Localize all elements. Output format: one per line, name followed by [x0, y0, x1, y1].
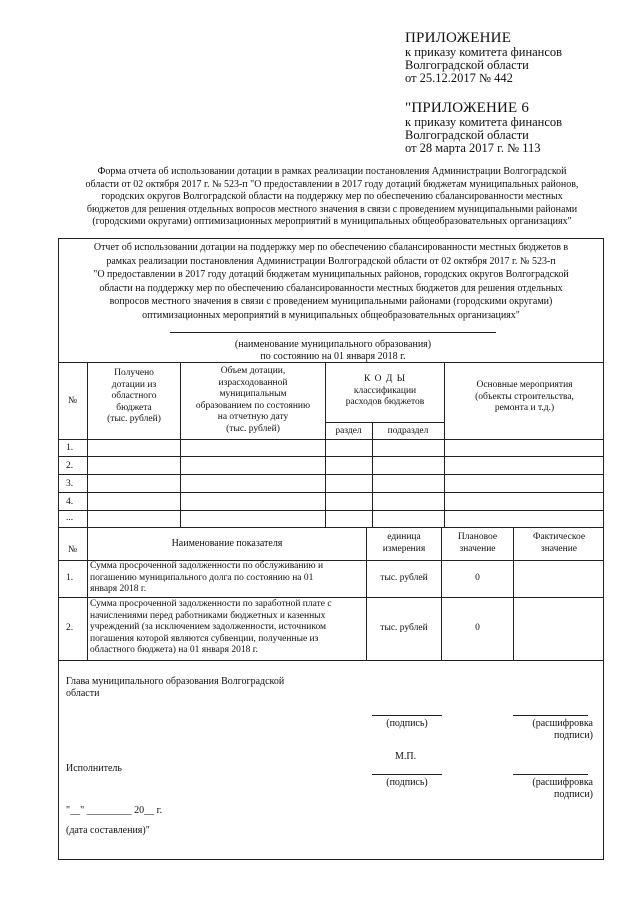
table2-header-unit — [367, 532, 441, 555]
header-text: классификации — [353, 385, 417, 396]
date-caption: (дата составления)" — [66, 825, 150, 836]
table1-row-num: 2. — [66, 461, 74, 471]
table2-row-plan: 0 — [475, 573, 480, 583]
report-line: оптимизационных мероприятий в муниципальных общеобразовательных организациях" — [142, 309, 520, 321]
municipality-caption: (наименование муниципального образования) — [234, 339, 432, 350]
table1-header-spent — [181, 366, 325, 435]
table2-header-indicator: Наименование показателя — [171, 538, 283, 549]
table1-header-events — [445, 380, 604, 415]
table1-row-line — [58, 474, 604, 475]
row-text: Сумма просроченной задолженности по обслуживанию и — [90, 561, 324, 571]
row-text: Сумма просроченной задолженности по заработной плате с — [90, 599, 332, 609]
header-text: Фактическое — [532, 532, 586, 542]
header-text: единица — [387, 532, 421, 542]
intro-line: области от 02 октября 2017 г. № 523-п "О предоставлении в 2017 году дотаций бюджетам муниципальных районов, — [85, 178, 579, 190]
sig-text: области — [66, 688, 100, 699]
header-text: областного — [111, 391, 157, 401]
report-heading — [64, 242, 598, 323]
appendix-date: от 28 марта 2017 г. № 113 — [405, 141, 541, 155]
head-of-municipality-label — [66, 676, 284, 700]
signature-line — [372, 774, 442, 775]
table2-row-name — [90, 599, 364, 657]
row-text: учреждений (за исключением задолженности, источником — [90, 622, 327, 632]
decode-line — [513, 774, 588, 775]
row-text: января 2018 г. — [90, 584, 147, 594]
header-text: Объем дотации, — [220, 366, 286, 376]
sig-text: Глава муниципального образования Волгоградской — [66, 676, 285, 687]
appendix-line: к приказу комитета финансов — [405, 45, 563, 59]
table1-row-num: 1. — [66, 443, 74, 453]
table1-row-num: ... — [66, 513, 74, 523]
header-text: образованием по состоянию — [195, 400, 311, 411]
row-text: областного бюджета) на 01 января 2018 г. — [90, 645, 258, 655]
sig-text: (расшифровка — [532, 718, 593, 729]
header-text: Основные мероприятия — [476, 380, 573, 390]
decode-caption — [513, 777, 593, 801]
table1-codes-split — [325, 422, 444, 423]
table1-top-border — [58, 362, 604, 363]
appendix-line: Волгоградской области — [405, 128, 529, 142]
header-text: значение — [459, 543, 496, 554]
header-text: муниципальным — [219, 389, 287, 399]
header-text: значение — [540, 543, 578, 554]
report-line: вопросов местного значения в связи с проведением муниципальными районами (городскими округами) — [109, 296, 553, 307]
as-of-date: по состоянию на 01 января 2018 г. — [260, 351, 406, 362]
sig-text: подписи) — [554, 789, 593, 800]
header-text: ремонта и т.д.) — [494, 403, 555, 413]
row-text: начислениями перед работниками бюджетных и казенных — [90, 610, 326, 621]
table2-row-num: 1. — [66, 573, 74, 583]
decode-line — [513, 715, 588, 716]
date-field: "__" _________ 20__ г. — [66, 805, 163, 816]
intro-line: (городскими округами) оптимизационных мероприятий в муниципальных общеобразовательных организациях" — [92, 216, 572, 227]
row-text: погашению муниципального долга по состоянию на 01 — [90, 572, 314, 583]
row-text: погашения которой являются субвенции, полученные из — [90, 633, 319, 644]
header-text: израсходованной — [218, 377, 288, 388]
intro-line: Форма отчета об использовании дотации в рамках реализации постановления Администрации Волгоградской — [97, 166, 567, 177]
header-text: измерения — [382, 543, 426, 554]
appendix-line: Волгоградской области — [405, 58, 529, 72]
header-text: К О Д Ы — [363, 374, 407, 384]
appendix-line: к приказу комитета финансов — [405, 115, 563, 129]
table2-bottom-border — [58, 660, 604, 661]
appendix-header-1 — [405, 30, 562, 85]
header-text: бюджета — [116, 402, 152, 413]
table1-row-line — [58, 456, 604, 457]
table2-row-name — [90, 561, 364, 596]
table1-header-received — [88, 368, 180, 426]
table2-row-unit: тыс. рублей — [380, 623, 428, 633]
table1-header-subsection: подраздел — [387, 426, 429, 436]
table1-bottom-border — [58, 527, 604, 528]
table2-row-plan: 0 — [475, 623, 480, 633]
header-text: (объекты строительства, — [475, 391, 574, 402]
signature-caption: (подпись) — [386, 718, 428, 729]
report-line: рамках реализации постановления Администрации Волгоградской области от 02 октября 2017 г. № 523-п — [106, 255, 556, 267]
signature-line — [372, 715, 442, 716]
intro-line: бюджетов для решения отдельных вопросов местного значения в связи с проведением муниципальными районами — [86, 203, 578, 215]
header-text: расходов бюджетов — [345, 397, 425, 407]
table2-row-line — [58, 597, 604, 598]
table1-header-section: раздел — [335, 426, 362, 436]
decode-caption — [513, 718, 593, 742]
signature-caption: (подпись) — [386, 777, 428, 788]
table2-header-num: № — [67, 545, 78, 555]
table1-col-line — [372, 422, 373, 527]
report-line: "О предоставлении в 2017 году дотаций бюджетам муниципальных районов, городских округов Волгоградской — [93, 269, 569, 280]
header-text: (тыс. рублей) — [107, 414, 161, 424]
header-text: Получено — [114, 368, 154, 378]
municipality-name-line — [170, 332, 496, 333]
appendix-title: ПРИЛОЖЕНИЕ — [405, 30, 512, 46]
executor-label: Исполнитель — [66, 763, 122, 774]
table1-row-num: 3. — [66, 479, 74, 489]
appendix-title: "ПРИЛОЖЕНИЕ 6 — [405, 100, 530, 116]
table1-row-num: 4. — [66, 497, 74, 507]
sig-text: подписи) — [554, 730, 593, 741]
table1-row-line — [58, 492, 604, 493]
header-text: (тыс. рублей) — [226, 423, 280, 434]
header-text: Плановое — [457, 532, 498, 542]
table1-row-line — [58, 510, 604, 511]
appendix-date: от 25.12.2017 № 442 — [405, 71, 513, 85]
sig-text: (расшифровка — [532, 777, 593, 788]
table2-row-unit: тыс. рублей — [380, 573, 428, 583]
table2-header-plan — [442, 532, 513, 555]
header-text: на отчетную дату — [217, 412, 289, 422]
report-line: Отчет об использовании дотации на поддержку мер по обеспечению сбалансированности местных бюджетов в — [93, 242, 569, 253]
report-line: области на поддержку мер по обеспечению сбалансированности местных бюджетов для решения отдельных — [99, 282, 563, 294]
table1-header-codes — [326, 374, 444, 409]
table1-header-bottom — [58, 439, 604, 440]
stamp-place: М.П. — [395, 751, 417, 762]
table2-header-fact — [514, 532, 604, 555]
header-text: дотации из — [111, 379, 157, 390]
table1-header-num: № — [67, 396, 78, 406]
appendix-header-2 — [405, 100, 562, 155]
form-intro — [62, 166, 602, 229]
table2-row-num: 2. — [66, 623, 74, 633]
intro-line: городских округов Волгоградской области на поддержку мер по обеспечению сбалансированности местных — [101, 191, 563, 202]
